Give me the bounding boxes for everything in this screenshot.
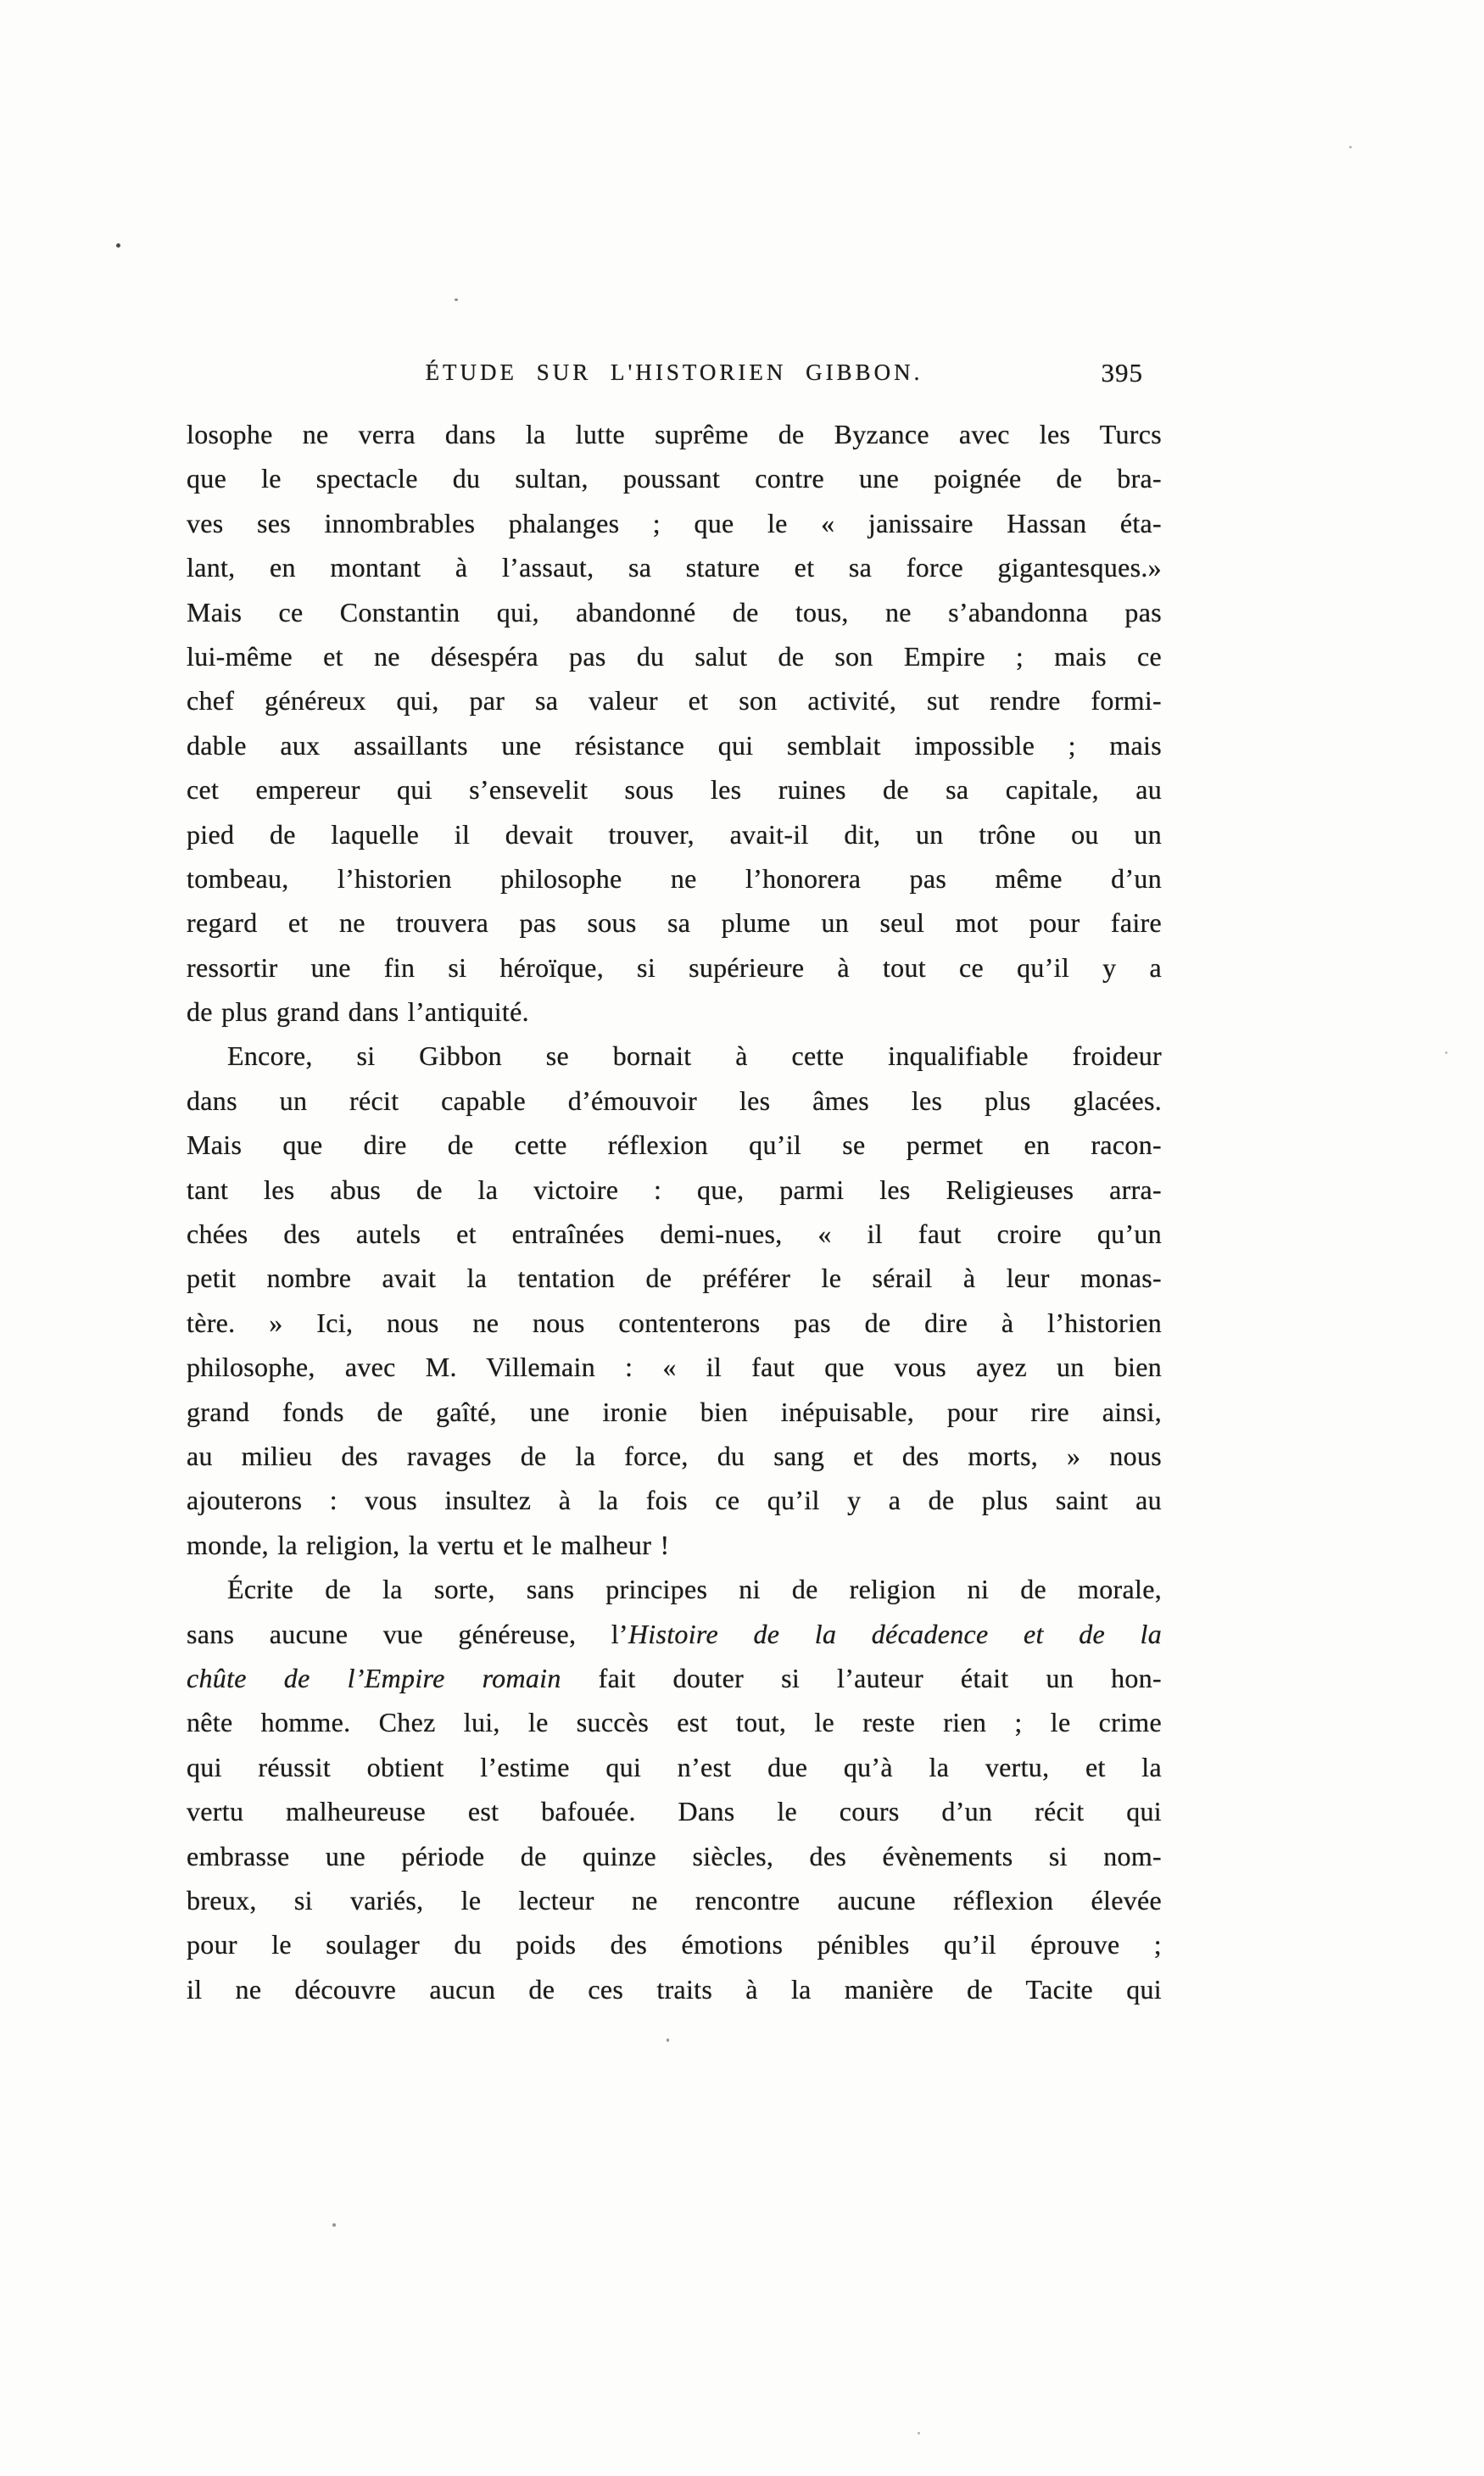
- text-segment: monde, la religion, la vertu et le malheur !: [187, 1529, 670, 1560]
- book-title-italic: chûte de l’Empire romain: [187, 1662, 561, 1693]
- text-segment: il ne découvre aucun de ces traits à la manière de Tacite qui: [187, 1973, 1162, 2005]
- text-segment: ressortir une fin si héroïque, si supérieure à tout ce qu’il y a: [187, 951, 1162, 983]
- scan-speck: [1349, 146, 1352, 148]
- text-line: [187, 1878, 1162, 1922]
- text-segment: lant, en montant à l’assaut, sa stature et sa force gigantesques.»: [187, 552, 1162, 583]
- text-line: [187, 1567, 1162, 1611]
- scan-speck: [116, 243, 120, 248]
- text-line: [187, 1612, 1162, 1656]
- text-segment: philosophe, avec M. Villemain : « il faut que vous ayez un bien: [187, 1352, 1162, 1383]
- text-line: [187, 1390, 1162, 1434]
- text-line: [187, 1168, 1162, 1212]
- text-segment: sans aucune vue généreuse, l’: [187, 1618, 628, 1649]
- text-line: [187, 1301, 1162, 1345]
- text-segment: que le spectacle du sultan, poussant contre une poignée de bra-: [187, 463, 1162, 494]
- text-segment: pied de laquelle il devait trouver, avait-il dit, un trône ou un: [187, 818, 1162, 850]
- text-segment: petit nombre avait la tentation de préférer le sérail à leur monas-: [187, 1263, 1162, 1294]
- text-line: [187, 634, 1162, 678]
- scan-speck: [455, 298, 458, 301]
- text-line: [187, 990, 1162, 1034]
- text-line: [187, 1212, 1162, 1256]
- text-segment: tant les abus de la victoire : que, parmi les Religieuses arra-: [187, 1174, 1162, 1205]
- text-line: [187, 1700, 1162, 1744]
- text-line: [187, 501, 1162, 545]
- text-segment: nête homme. Chez lui, le succès est tout, le reste rien ; le crime: [187, 1707, 1162, 1738]
- page-title: ÉTUDE SUR L'HISTORIEN GIBBON.: [425, 360, 923, 385]
- text-segment: embrasse une période de quinze siècles, des évènements si nom-: [187, 1840, 1162, 1871]
- text-line: [187, 1922, 1162, 1966]
- text-segment: chef généreux qui, par sa valeur et son activité, sut rendre formi-: [187, 685, 1162, 717]
- text-line: [187, 723, 1162, 767]
- paragraph: [187, 1567, 1162, 2011]
- text-line: [187, 678, 1162, 722]
- text-line: [187, 1256, 1162, 1300]
- book-title-italic: Histoire de la décadence et de la: [628, 1618, 1162, 1649]
- text-line: [187, 856, 1162, 901]
- page-body: [187, 412, 1162, 2011]
- paragraph: [187, 412, 1162, 1034]
- text-line: [187, 901, 1162, 945]
- text-line: [187, 456, 1162, 500]
- text-line: [187, 1079, 1162, 1123]
- text-segment: tombeau, l’historien philosophe ne l’honorera pas même d’un: [187, 862, 1162, 894]
- text-segment: qui réussit obtient l’estime qui n’est due qu’à la vertu, et la: [187, 1751, 1162, 1782]
- text-line: [187, 545, 1162, 589]
- text-line: [187, 945, 1162, 990]
- text-segment: lui-même et ne désespéra pas du salut de son Empire ; mais ce: [187, 640, 1162, 672]
- page-number: 395: [1101, 358, 1143, 388]
- text-segment: Mais que dire de cette réflexion qu’il se permet en racon-: [187, 1129, 1162, 1161]
- text-segment: au milieu des ravages de la force, du sang et des morts, » nous: [187, 1440, 1162, 1471]
- text-line: [187, 1034, 1162, 1078]
- text-line: [187, 1523, 1162, 1567]
- text-segment: fait douter si l’auteur était un hon-: [561, 1662, 1162, 1693]
- text-segment: losophe ne verra dans la lutte suprême de Byzance avec les Turcs: [187, 419, 1162, 449]
- text-line: [187, 1745, 1162, 1789]
- text-line: [187, 1656, 1162, 1700]
- text-line: [187, 1967, 1162, 2011]
- paragraph: [187, 1034, 1162, 1567]
- text-segment: ajouterons : vous insultez à la fois ce qu’il y a de plus saint au: [187, 1485, 1162, 1516]
- text-line: [187, 1345, 1162, 1389]
- running-header: [187, 360, 1162, 400]
- text-segment: de plus grand dans l’antiquité.: [187, 996, 529, 1028]
- scan-speck: [667, 2038, 669, 2042]
- text-line: [187, 412, 1162, 456]
- text-segment: chées des autels et entraînées demi-nues, « il faut croire qu’un: [187, 1218, 1162, 1250]
- text-line: [187, 1478, 1162, 1522]
- scan-speck: [332, 2223, 336, 2227]
- text-segment: Mais ce Constantin qui, abandonné de tous, ne s’abandonna pas: [187, 596, 1162, 627]
- text-segment: tère. » Ici, nous ne nous contenterons pas de dire à l’historien: [187, 1307, 1162, 1338]
- scan-speck: [918, 2432, 920, 2434]
- text-segment: ves ses innombrables phalanges ; que le « janissaire Hassan éta-: [187, 507, 1162, 538]
- text-segment: cet empereur qui s’ensevelit sous les ruines de sa capitale, au: [187, 774, 1162, 806]
- text-segment: regard et ne trouvera pas sous sa plume un seul mot pour faire: [187, 907, 1162, 939]
- text-line: [187, 1789, 1162, 1833]
- text-segment: dans un récit capable d’émouvoir les âmes les plus glacées.: [187, 1085, 1162, 1116]
- scan-speck: [1445, 1051, 1448, 1054]
- text-segment: pour le soulager du poids des émotions pénibles qu’il éprouve ;: [187, 1929, 1162, 1960]
- text-line: [187, 767, 1162, 811]
- text-segment: Écrite de la sorte, sans principes ni de religion ni de morale,: [227, 1574, 1162, 1605]
- text-segment: vertu malheureuse est bafouée. Dans le cours d’un récit qui: [187, 1796, 1162, 1827]
- text-line: [187, 1834, 1162, 1878]
- text-segment: dable aux assaillants une résistance qui semblait impossible ; mais: [187, 729, 1162, 761]
- text-segment: breux, si variés, le lecteur ne rencontre aucune réflexion élevée: [187, 1884, 1162, 1916]
- text-segment: Encore, si Gibbon se bornait à cette inqualifiable froideur: [227, 1040, 1162, 1072]
- text-line: [187, 590, 1162, 634]
- text-line: [187, 1434, 1162, 1478]
- text-segment: grand fonds de gaîté, une ironie bien inépuisable, pour rire ainsi,: [187, 1396, 1162, 1427]
- text-line: [187, 1123, 1162, 1167]
- text-line: [187, 812, 1162, 856]
